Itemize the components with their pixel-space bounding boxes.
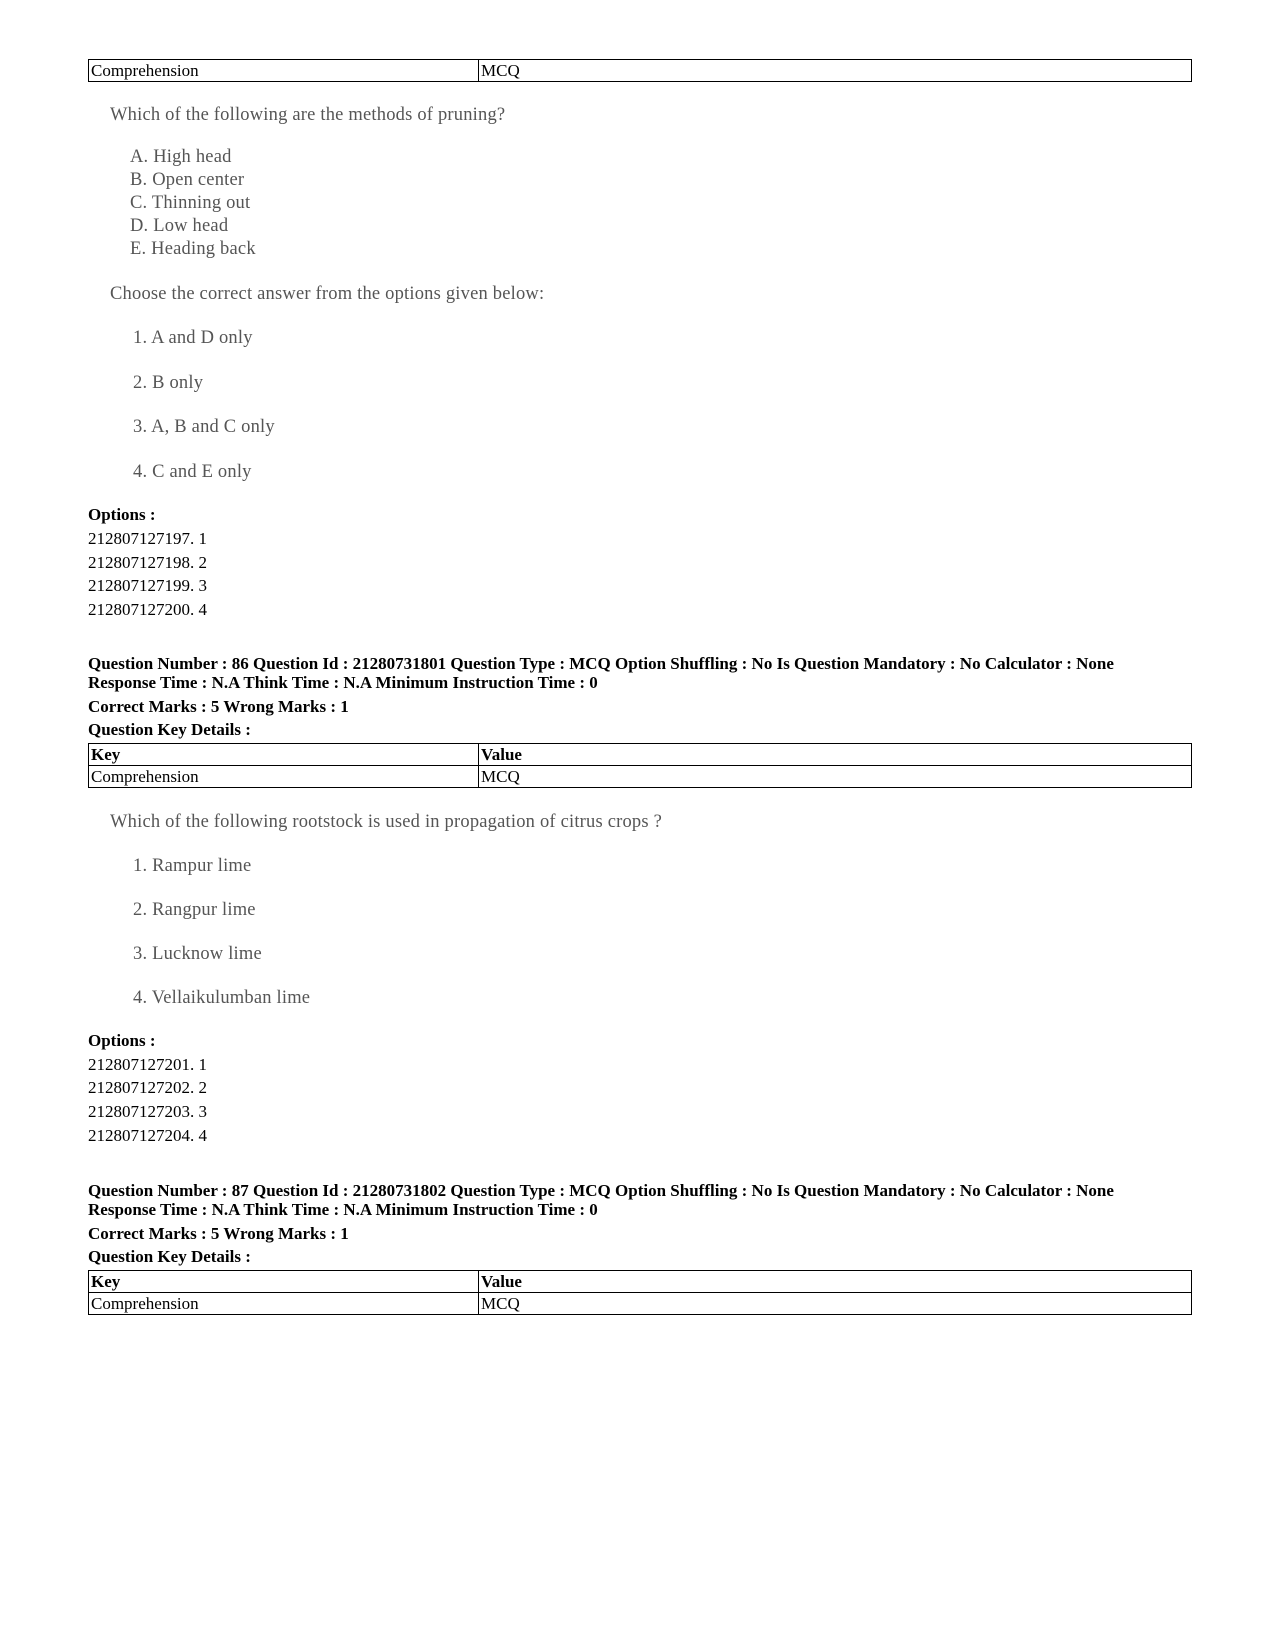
marks-line: Correct Marks : 5 Wrong Marks : 1 — [88, 697, 349, 716]
table-header-key: Key — [89, 744, 479, 766]
choice-item: 3. Lucknow lime — [133, 944, 262, 964]
options-label: Options : — [88, 1031, 156, 1050]
question-meta-line: Response Time : N.A Think Time : N.A Minimum Instruction Time : 0 — [88, 1200, 598, 1219]
table-header-key: Key — [89, 1271, 479, 1293]
statement-item: A. High head — [130, 147, 232, 167]
table-header-row — [89, 1271, 1192, 1293]
table-header-row — [89, 744, 1192, 766]
top-key-table — [88, 59, 1192, 82]
key-details-label: Question Key Details : — [88, 720, 251, 739]
table-row — [89, 1293, 1192, 1315]
table-cell-key: Comprehension — [89, 1293, 479, 1315]
statement-item: B. Open center — [130, 170, 245, 190]
option-item: 212807127197. 1 — [88, 529, 207, 548]
choice-item: 2. Rangpur lime — [133, 900, 256, 920]
table-row — [89, 766, 1192, 788]
choice-item: 2. B only — [133, 373, 204, 393]
statement-item: E. Heading back — [130, 239, 256, 259]
options-label: Options : — [88, 505, 156, 524]
table-cell-key: Comprehension — [89, 766, 479, 788]
question-meta-line: Question Number : 87 Question Id : 21280731802 Question Type : MCQ Option Shuffling : No Is Question Mandatory : No Calculator : None — [88, 1181, 1114, 1200]
question-meta-line: Question Number : 86 Question Id : 21280731801 Question Type : MCQ Option Shuffling : No Is Question Mandatory : No Calculator : None — [88, 654, 1114, 673]
question-key-table — [88, 1270, 1192, 1315]
question-key-table — [88, 743, 1192, 788]
table-header-value: Value — [479, 1271, 1192, 1293]
choice-item: 4. C and E only — [133, 462, 252, 482]
option-item: 212807127202. 2 — [88, 1078, 207, 1097]
question-text: Which of the following rootstock is used in propagation of citrus crops ? — [110, 812, 663, 832]
choice-item: 1. A and D only — [133, 328, 253, 348]
table-cell-value: MCQ — [479, 1293, 1192, 1315]
question-meta-line: Response Time : N.A Think Time : N.A Minimum Instruction Time : 0 — [88, 673, 598, 692]
table-cell-value: MCQ — [479, 766, 1192, 788]
choice-item: 3. A, B and C only — [133, 417, 275, 437]
option-item: 212807127203. 3 — [88, 1102, 207, 1121]
key-details-label: Question Key Details : — [88, 1247, 251, 1266]
option-item: 212807127201. 1 — [88, 1055, 207, 1074]
table-row — [89, 60, 1192, 82]
instruction-text: Choose the correct answer from the options given below: — [110, 284, 545, 304]
option-item: 212807127204. 4 — [88, 1126, 207, 1145]
choice-item: 4. Vellaikulumban lime — [133, 988, 311, 1008]
table-header-value: Value — [479, 744, 1192, 766]
option-item: 212807127198. 2 — [88, 553, 207, 572]
choice-item: 1. Rampur lime — [133, 856, 252, 876]
table-cell-value: MCQ — [479, 60, 1192, 82]
marks-line: Correct Marks : 5 Wrong Marks : 1 — [88, 1224, 349, 1243]
option-item: 212807127199. 3 — [88, 576, 207, 595]
option-item: 212807127200. 4 — [88, 600, 207, 619]
table-cell-key: Comprehension — [89, 60, 479, 82]
statement-item: C. Thinning out — [130, 193, 251, 213]
question-text: Which of the following are the methods of pruning? — [110, 105, 506, 125]
statement-item: D. Low head — [130, 216, 229, 236]
